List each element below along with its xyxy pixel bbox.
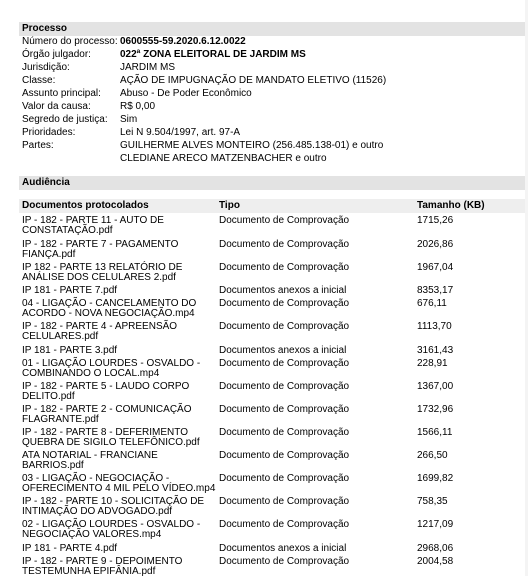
processo-section-title: Processo (19, 22, 525, 36)
document-name: IP - 182 - PARTE 10 - SOLICITAÇÃO DE INTIMAÇÃO DO ADVOGADO.pdf (22, 496, 205, 517)
document-type: Documento de Comprovação (219, 519, 350, 530)
partes-continuation: CLEDIANE ARECO MATZENBACHER e outro (120, 153, 327, 164)
document-type: Documentos anexos a inicial (219, 285, 347, 296)
document-name: IP 181 - PARTE 7.pdf (22, 285, 118, 296)
document-size: 1367,00 (417, 381, 454, 392)
audiencia-section-title: Audiência (19, 176, 525, 190)
field-value: AÇÃO DE IMPUGNAÇÃO DE MANDATO ELETIVO (11526) (120, 75, 387, 86)
field-valor-causa (22, 100, 522, 113)
document-name: ATA NOTARIAL - FRANCIANE BARRIOS.pdf (22, 450, 158, 471)
field-label: Valor da causa: (22, 101, 91, 112)
field-label: Jurisdição: (22, 62, 70, 73)
column-header-tipo: Tipo (219, 200, 240, 211)
document-size: 1967,04 (417, 262, 454, 273)
field-label: Partes: (22, 140, 54, 151)
document-name: IP 182 - PARTE 13 RELATÓRIO DE ANÁLISE DOS CELULARES 2.pdf (22, 262, 183, 283)
document-size: 2026,86 (417, 239, 454, 250)
document-name: IP - 182 - PARTE 4 - APREENSÃO CELULARES.pdf (22, 321, 178, 342)
document-size: 758,35 (417, 496, 448, 507)
document-type: Documento de Comprovação (219, 473, 350, 484)
field-value: 022ª ZONA ELEITORAL DE JARDIM MS (120, 49, 306, 60)
field-prioridades (22, 126, 522, 139)
document-type: Documento de Comprovação (219, 239, 350, 250)
column-header-documentos: Documentos protocolados (22, 200, 149, 211)
document-size: 2968,06 (417, 543, 454, 554)
document-name: IP - 182 - PARTE 9 - DEPOIMENTO TESTEMUNHA EPIFÂNIA.pdf (22, 556, 183, 576)
document-size: 266,50 (417, 450, 448, 461)
document-size: 1699,82 (417, 473, 454, 484)
field-partes (22, 139, 522, 152)
document-type: Documentos anexos a inicial (219, 543, 347, 554)
field-assunto-principal (22, 87, 522, 100)
document-size: 228,91 (417, 358, 448, 369)
document-name: IP - 182 - PARTE 2 - COMUNICAÇÃO FLAGRANTE.pdf (22, 404, 192, 425)
document-name: IP - 182 - PARTE 11 - AUTO DE CONSTATAÇÃO.pdf (22, 215, 164, 236)
field-value: JARDIM MS (120, 62, 175, 73)
document-size: 1113,70 (417, 321, 452, 332)
document-size: 1732,96 (417, 404, 454, 415)
document-size: 1566,11 (417, 427, 453, 438)
document-name: IP 181 - PARTE 3.pdf (22, 345, 118, 356)
document-type: Documento de Comprovação (219, 556, 350, 567)
document-name: IP - 182 - PARTE 8 - DEFERIMENTO QUEBRA DE SIGILO TELEFÔNICO.pdf (22, 427, 200, 448)
document-size: 1715,26 (417, 215, 454, 226)
document-type: Documento de Comprovação (219, 404, 350, 415)
document-name: 04 - LIGAÇÃO - CANCELAMENTO DO ACORDO - NOVA NEGOCIAÇÃO.mp4 (22, 298, 197, 319)
document-size: 8353,17 (417, 285, 454, 296)
document-type: Documento de Comprovação (219, 215, 350, 226)
field-value: GUILHERME ALVES MONTEIRO (256.485.138-01) e outro (120, 140, 384, 151)
document-type: Documento de Comprovação (219, 496, 350, 507)
document-name: IP - 182 - PARTE 7 - PAGAMENTO FIANÇA.pdf (22, 239, 179, 260)
field-value: Sim (120, 114, 138, 125)
document-size: 676,11 (417, 298, 447, 309)
document-name: 01 - LIGAÇÃO LOURDES - OSVALDO - COMBINANDO O LOCAL.mp4 (22, 358, 201, 379)
field-label: Assunto principal: (22, 88, 101, 99)
document-size: 1217,09 (417, 519, 454, 530)
document-name: IP 181 - PARTE 4.pdf (22, 543, 118, 554)
documents-table-header (19, 199, 525, 213)
document-type: Documento de Comprovação (219, 427, 350, 438)
document-size: 3161,43 (417, 345, 454, 356)
document-type: Documento de Comprovação (219, 262, 350, 273)
field-value: Lei N 9.504/1997, art. 97-A (120, 127, 241, 138)
field-orgao-julgador (22, 48, 522, 61)
field-value: 0600555-59.2020.6.12.0022 (120, 36, 246, 47)
field-value: R$ 0,00 (120, 101, 156, 112)
column-header-tamanho: Tamanho (KB) (417, 200, 485, 211)
document-name: IP - 182 - PARTE 5 - LAUDO CORPO DELITO.pdf (22, 381, 190, 402)
field-classe (22, 74, 522, 87)
document-type: Documento de Comprovação (219, 381, 350, 392)
document-type: Documento de Comprovação (219, 321, 350, 332)
document-size: 2004,58 (417, 556, 454, 567)
document-type: Documento de Comprovação (219, 298, 350, 309)
document-type: Documento de Comprovação (219, 358, 350, 369)
document-name: 02 - LIGAÇÃO LOURDES - OSVALDO - NEGOCIAÇÃO VALORES.mp4 (22, 519, 201, 540)
document-type: Documentos anexos a inicial (219, 345, 347, 356)
field-label: Prioridades: (22, 127, 76, 138)
field-label: Classe: (22, 75, 56, 86)
field-label: Órgão julgador: (22, 49, 91, 60)
field-label: Número do processo: (22, 36, 118, 47)
field-value: Abuso - De Poder Econômico (120, 88, 252, 99)
document-name: 03 - LIGAÇÃO - NEGOCIAÇÃO - OFERECIMENTO 4 MIL PELO VÍDEO.mp4 (22, 473, 216, 494)
field-numero-processo (22, 35, 522, 48)
field-jurisdicao (22, 61, 522, 74)
document-type: Documento de Comprovação (219, 450, 350, 461)
field-label: Segredo de justiça: (22, 114, 108, 125)
field-segredo-justica (22, 113, 522, 126)
